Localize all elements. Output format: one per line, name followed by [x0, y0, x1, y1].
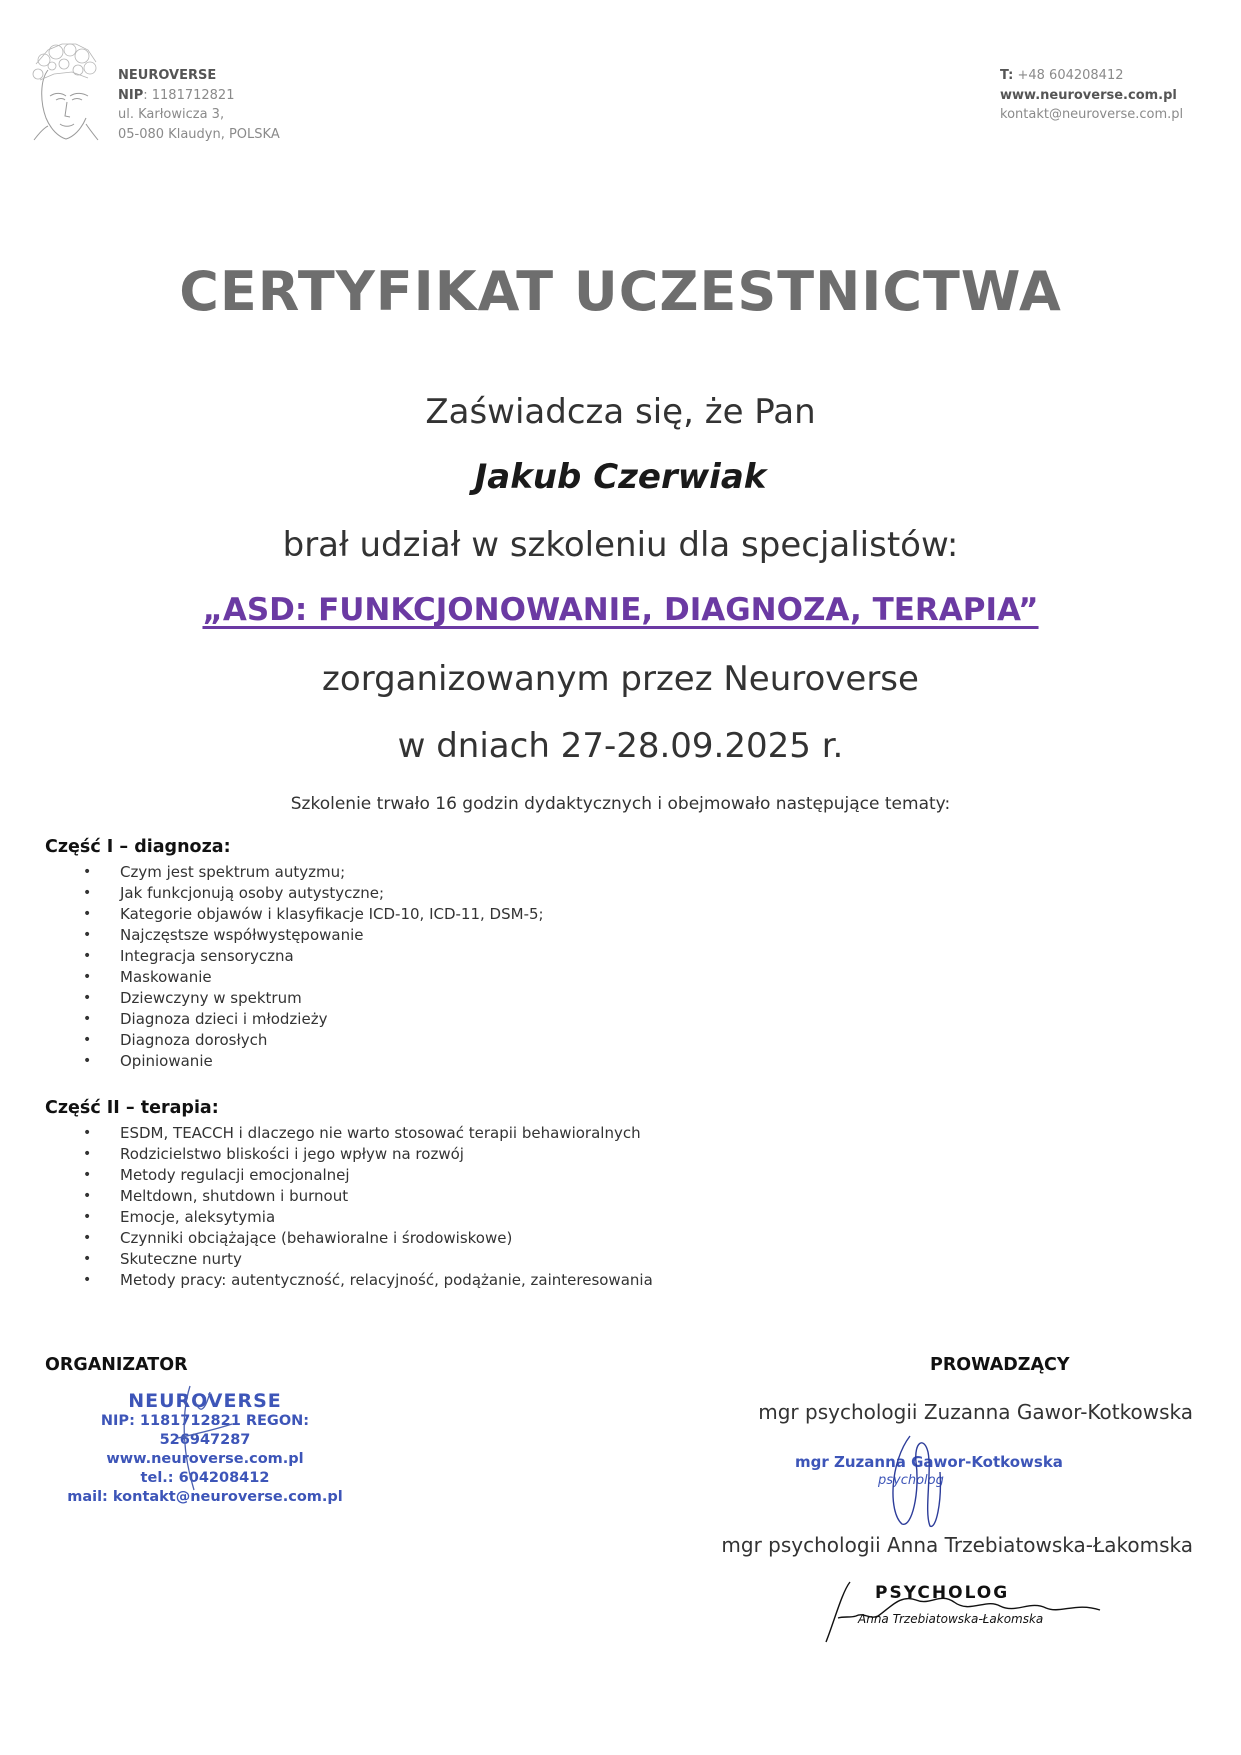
nip-value: : 1181712821	[143, 87, 235, 103]
list-item: • Emocje, aleksytymia	[83, 1208, 276, 1226]
list-item: • Maskowanie	[83, 968, 212, 986]
phone-value: +48 604208412	[1013, 68, 1124, 83]
list-item: • Kategorie objawów i klasyfikacje ICD-10, ICD-11, DSM-5;	[83, 905, 544, 923]
bullet: •	[83, 1011, 92, 1027]
bullet: •	[83, 864, 92, 880]
company-info	[118, 66, 280, 144]
company-nip	[118, 86, 280, 106]
bullet: •	[83, 948, 92, 964]
bullet: •	[83, 1167, 92, 1183]
instructor-2-name: mgr psychologii Anna Trzebiatowska-Łakomska	[721, 1533, 1193, 1557]
list-item: • Meltdown, shutdown i burnout	[83, 1187, 349, 1205]
list-item: • Diagnoza dzieci i młodzieży	[83, 1010, 328, 1028]
instructor-2-stamp-name: Anna Trzebiatowska-Łakomska	[858, 1612, 1044, 1626]
training-intro: Szkolenie trwało 16 godzin dydaktycznych i obejmowało następujące tematy:	[290, 794, 951, 814]
instructor-1-stamp: mgr Zuzanna Gawor-Kotkowska	[795, 1453, 1063, 1471]
instructor-1-signature-icon	[880, 1432, 960, 1532]
instructor-2-stamp: PSYCHOLOG	[875, 1583, 1010, 1603]
list-item: • Integracja sensoryczna	[83, 947, 294, 965]
bullet: •	[83, 1125, 92, 1141]
certificate-title: CERTYFIKAT UCZESTNICTWA	[179, 260, 1062, 323]
part-1-heading: Część I – diagnoza:	[45, 837, 231, 857]
contact-email: kontakt@neuroverse.com.pl	[1000, 107, 1184, 122]
contact-website: www.neuroverse.com.pl	[1000, 87, 1177, 103]
address-line-2: 05-080 Klaudyn, POLSKA	[118, 126, 280, 142]
list-item: • Opiniowanie	[83, 1052, 213, 1070]
dates-line: w dniach 27-28.09.2025 r.	[397, 726, 844, 766]
instructor-2-signature-icon	[820, 1572, 1120, 1652]
bullet: •	[83, 906, 92, 922]
course-title: „ASD: FUNKCJONOWANIE, DIAGNOZA, TERAPIA”	[202, 592, 1039, 628]
bullet: •	[83, 1272, 92, 1288]
organizer-heading: ORGANIZATOR	[45, 1355, 188, 1375]
instructors-heading: PROWADZĄCY	[930, 1355, 1070, 1375]
part-1-topic-list	[45, 862, 544, 1072]
list-item: • Metody pracy: autentyczność, relacyjność, podążanie, zainteresowania	[83, 1271, 653, 1289]
address-line-1: ul. Karłowicza 3,	[118, 107, 225, 122]
part-2-heading: Część II – terapia:	[45, 1098, 219, 1118]
bullet: •	[83, 1188, 92, 1204]
stamp-website: www.neuroverse.com.pl	[106, 1451, 304, 1467]
bullet: •	[83, 1251, 92, 1267]
list-item: • Dziewczyny w spektrum	[83, 989, 302, 1007]
organizer-line: zorganizowanym przez Neuroverse	[322, 659, 919, 699]
list-item: • Czym jest spektrum autyzmu;	[83, 863, 346, 881]
bullet: •	[83, 969, 92, 985]
contact-info	[1000, 66, 1183, 125]
bullet: •	[83, 1032, 92, 1048]
instructor-1-stamp-title: psycholog	[878, 1473, 944, 1488]
list-item: • Skuteczne nurty	[83, 1250, 242, 1268]
list-item: • Diagnoza dorosłych	[83, 1031, 268, 1049]
neuroverse-logo-face-icon	[26, 40, 102, 144]
bullet: •	[83, 1209, 92, 1225]
stamp-company-name: NEUROVERSE	[128, 1390, 282, 1412]
contact-phone	[1000, 66, 1183, 86]
organizer-signature-icon	[170, 1378, 240, 1498]
nip-label: NIP	[118, 87, 144, 103]
list-item: • Czynniki obciążające (behawioralne i środowiskowe)	[83, 1229, 513, 1247]
participation-line: brał udział w szkoleniu dla specjalistów:	[282, 525, 959, 565]
list-item: • Jak funkcjonują osoby autystyczne;	[83, 884, 385, 902]
bullet: •	[83, 1230, 92, 1246]
instructor-1-name: mgr psychologii Zuzanna Gawor-Kotkowska	[758, 1400, 1193, 1424]
stamp-nip-regon: NIP: 1181712821 REGON: 526947287	[100, 1413, 310, 1448]
list-item: • Rodzicielstwo bliskości i jego wpływ na rozwój	[83, 1145, 464, 1163]
bullet: •	[83, 1146, 92, 1162]
company-name: NEUROVERSE	[118, 68, 217, 83]
bullet: •	[83, 927, 92, 943]
bullet: •	[83, 885, 92, 901]
bullet: •	[83, 990, 92, 1006]
list-item: • Najczęstsze współwystępowanie	[83, 926, 364, 944]
list-item: • Metody regulacji emocjonalnej	[83, 1166, 350, 1184]
bullet: •	[83, 1053, 92, 1069]
participant-name: Jakub Czerwiak	[474, 457, 767, 497]
attestation-line: Zaświadcza się, że Pan	[425, 392, 816, 432]
part-2-topic-list	[45, 1123, 653, 1291]
stamp-email: mail: kontakt@neuroverse.com.pl	[67, 1489, 343, 1505]
list-item: • ESDM, TEACCH i dlaczego nie warto stosować terapii behawioralnych	[83, 1124, 641, 1142]
stamp-phone: tel.: 604208412	[140, 1470, 270, 1486]
phone-label: T:	[1000, 68, 1014, 83]
